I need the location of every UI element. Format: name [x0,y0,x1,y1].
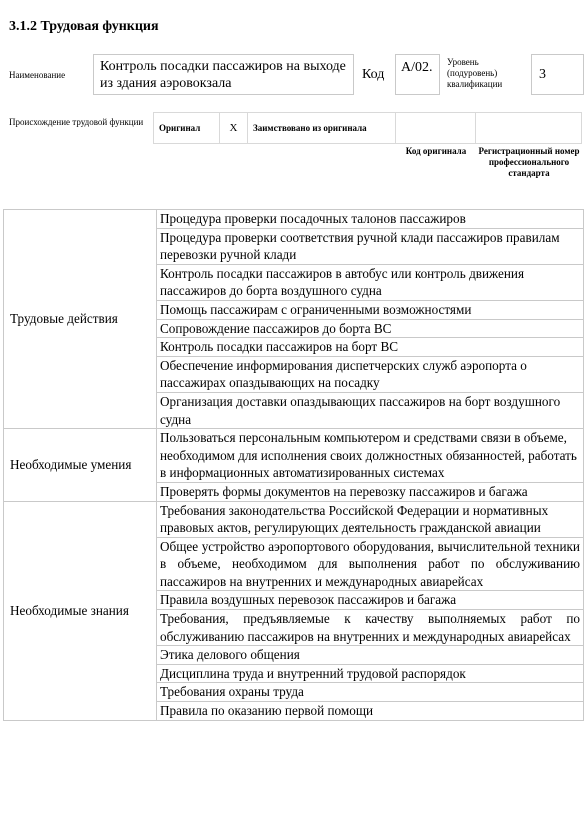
list-item: Правила по оказанию первой помощи [157,702,584,721]
list-item: Обеспечение информирования диспетчерских служб аэропорта о пассажирах опаздывающих на посадку [157,356,584,392]
category-actions: Трудовые действия [4,210,157,429]
list-item: Процедура проверки посадочных талонов пассажиров [157,210,584,229]
list-item: Контроль посадки пассажиров в автобус или контроль движения пассажиров до борта воздушного судна [157,264,584,300]
table-row [4,501,584,537]
original-label: Оригинал [154,113,220,144]
original-mark: X [220,113,248,144]
table-row [4,429,584,483]
list-item: Требования, предъявляемые к качеству выполняемых работ по обслуживанию пассажиров на внутренних и международных авиарейсах [157,610,584,646]
list-item: Этика делового общения [157,646,584,665]
qualification-level: 3 [531,54,584,95]
function-code: А/02. [395,54,440,95]
category-knowledge: Необходимые знания [4,501,157,720]
function-name: Контроль посадки пассажиров на выходе из здания аэровокзала [93,54,354,95]
function-details-table [3,209,584,721]
list-item: Сопровождение пассажиров до борта ВС [157,319,584,338]
list-item: Правила воздушных перевозок пассажиров и багажа [157,591,584,610]
name-label: Наименование [9,70,66,80]
origin-table [153,112,582,144]
list-item: Процедура проверки соответствия ручной клади пассажиров правилам перевозки ручной клади [157,228,584,264]
reg-number-cell [476,113,582,144]
level-label: Уровень (подуровень) квалификации [447,57,503,89]
code-original-caption: Код оригинала [405,146,467,156]
category-skills: Необходимые умения [4,429,157,501]
list-item: Общее устройство аэропортового оборудования, вычислительной техники в объеме, необходимом для выполнения работ по обслуживанию пассажиров на внутренних и международных авиарейсах [157,537,584,591]
origin-label: Происхождение трудовой функции [9,117,144,127]
list-item: Организация доставки опаздывающих пассажиров на борт воздушного судна [157,392,584,428]
table-row [4,210,584,229]
list-item: Пользоваться персональным компьютером и средствами связи в объеме, необходимом для исполнения своих должностных обязанностей, работать в информационных автоматизированных системах [157,429,584,483]
borrowed-label: Заимствовано из оригинала [248,113,396,144]
code-original-cell [396,113,476,144]
list-item: Дисциплина труда и внутренний трудовой распорядок [157,664,584,683]
list-item: Требования законодательства Российской Федерации и нормативных правовых актов, регулирующих деятельность гражданской авиации [157,501,584,537]
list-item: Помощь пассажирам с ограниченными возможностями [157,300,584,319]
list-item: Проверять формы документов на перевозку пассажиров и багажа [157,482,584,501]
reg-number-caption: Регистрационный номер профессионального стандарта [478,146,580,178]
list-item: Контроль посадки пассажиров на борт ВС [157,338,584,357]
code-label: Код [362,67,385,82]
list-item: Требования охраны труда [157,683,584,702]
section-title: 3.1.2 Трудовая функция [9,19,159,34]
